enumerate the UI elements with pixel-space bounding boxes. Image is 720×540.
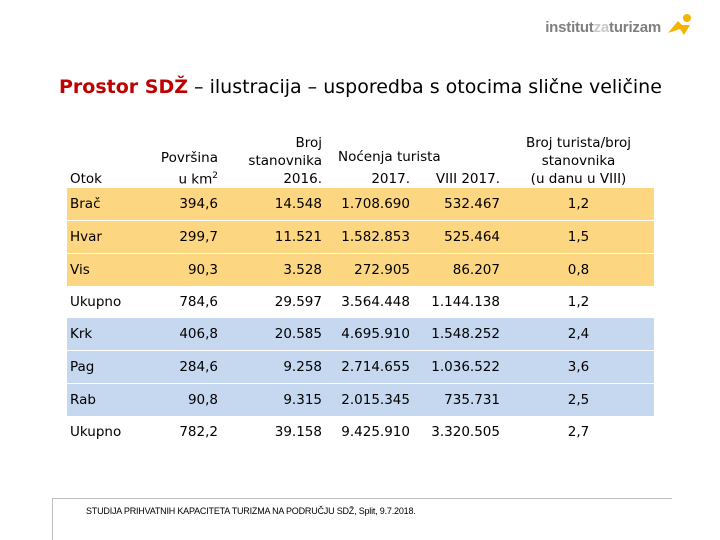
table-header-row — [67, 118, 654, 188]
cell-nocenja-2017: 4.695.910 — [325, 318, 413, 351]
cell-stanovnika: 9.315 — [221, 384, 325, 417]
table-row — [67, 384, 654, 417]
cell-povrsina: 284,6 — [137, 351, 221, 384]
header-nocenja-2017 — [325, 118, 441, 188]
cell-stanovnika: 14.548 — [221, 188, 325, 221]
cell-nocenja-viii: 525.464 — [413, 221, 503, 254]
logo-part-turizam: turizam — [609, 18, 661, 36]
cell-povrsina: 406,8 — [137, 318, 221, 351]
header-povrsina — [137, 118, 221, 188]
cell-povrsina: 90,3 — [137, 254, 221, 287]
cell-ratio: 3,6 — [503, 351, 654, 384]
cell-nocenja-viii: 3.320.505 — [413, 416, 503, 448]
institute-logo-mark-icon — [666, 13, 696, 41]
cell-stanovnika: 11.521 — [221, 221, 325, 254]
cell-ratio: 1,5 — [503, 221, 654, 254]
header-broj-stanovnika-line3: 2016. — [283, 171, 322, 187]
institute-logo — [545, 12, 696, 42]
cell-povrsina: 782,2 — [137, 416, 221, 448]
header-povrsina-unit: u $km^2$ — [178, 170, 218, 187]
cell-otok: Vis — [67, 254, 137, 287]
header-ratio-line1: Broj turista/broj — [526, 135, 631, 151]
logo-wordmark — [545, 19, 661, 36]
cell-otok: Brač — [67, 188, 137, 221]
cell-ratio: 2,7 — [503, 416, 654, 448]
cell-stanovnika: 29.597 — [221, 286, 325, 318]
logo-part-institut: institut — [545, 18, 594, 36]
cell-nocenja-viii: 86.207 — [413, 254, 503, 287]
cell-stanovnika: 39.158 — [221, 416, 325, 448]
cell-otok: Ukupno — [67, 416, 137, 448]
cell-nocenja-2017: 2.714.655 — [325, 351, 413, 384]
cell-povrsina: 394,6 — [137, 188, 221, 221]
header-otok: Otok — [70, 171, 102, 187]
cell-povrsina: 299,7 — [137, 221, 221, 254]
footer-frame-edge — [52, 498, 53, 540]
cell-nocenja-viii: 1.144.138 — [413, 286, 503, 318]
footer-divider — [52, 498, 672, 499]
cell-stanovnika: 3.528 — [221, 254, 325, 287]
table-row-total — [67, 286, 654, 318]
header-ratio-line3: (u danu u VIII) — [530, 171, 627, 187]
logo-part-za: za — [593, 18, 610, 36]
header-nocenja-viii-label: VIII 2017. — [435, 171, 500, 187]
cell-nocenja-2017: 272.905 — [325, 254, 413, 287]
cell-otok: Krk — [67, 318, 137, 351]
cell-nocenja-2017: 1.582.853 — [325, 221, 413, 254]
footer-source: STUDIJA PRIHVATNIH KAPACITETA TURIZMA NA PODRUČJU SDŽ, Split, 9.7.2018. — [86, 506, 416, 516]
table-row — [67, 351, 654, 384]
cell-stanovnika: 20.585 — [221, 318, 325, 351]
table-row — [67, 221, 654, 254]
cell-otok: Ukupno — [67, 286, 137, 318]
cell-otok: Pag — [67, 351, 137, 384]
table-row — [67, 318, 654, 351]
cell-ratio: 2,4 — [503, 318, 654, 351]
page-title-subtitle: – ilustracija – usporedba s otocima slične veličine — [188, 76, 662, 98]
island-comparison-table — [67, 118, 654, 448]
table-row — [67, 188, 654, 221]
header-broj-stanovnika-line1: Broj — [295, 135, 322, 151]
header-povrsina-label: Površina — [160, 149, 218, 166]
header-ratio-line2: stanovnika — [541, 153, 616, 169]
cell-nocenja-viii: 1.548.252 — [413, 318, 503, 351]
table-row-total — [67, 416, 654, 448]
cell-ratio: 1,2 — [503, 188, 654, 221]
cell-ratio: 2,5 — [503, 384, 654, 417]
cell-nocenja-viii: 1.036.522 — [413, 351, 503, 384]
header-nocenja-label: Noćenja turista — [338, 149, 441, 165]
table-body — [67, 188, 654, 448]
header-broj-stanovnika-line2: stanovnika — [248, 153, 322, 169]
cell-nocenja-2017: 1.708.690 — [325, 188, 413, 221]
cell-otok: Rab — [67, 384, 137, 417]
cell-ratio: 1,2 — [503, 286, 654, 318]
header-broj-stanovnika — [221, 118, 325, 188]
table-row — [67, 254, 654, 287]
cell-nocenja-viii: 532.467 — [413, 188, 503, 221]
header-ratio — [503, 118, 654, 188]
cell-ratio: 0,8 — [503, 254, 654, 287]
header-nocenja-2017-year: 2017. — [371, 171, 410, 187]
cell-povrsina: 784,6 — [137, 286, 221, 318]
cell-nocenja-2017: 9.425.910 — [325, 416, 413, 448]
cell-otok: Hvar — [67, 221, 137, 254]
cell-povrsina: 90,8 — [137, 384, 221, 417]
cell-stanovnika: 9.258 — [221, 351, 325, 384]
page-title — [59, 76, 662, 98]
cell-nocenja-2017: 3.564.448 — [325, 286, 413, 318]
cell-nocenja-viii: 735.731 — [413, 384, 503, 417]
cell-nocenja-2017: 2.015.345 — [325, 384, 413, 417]
page-title-main: Prostor SDŽ — [59, 76, 189, 98]
